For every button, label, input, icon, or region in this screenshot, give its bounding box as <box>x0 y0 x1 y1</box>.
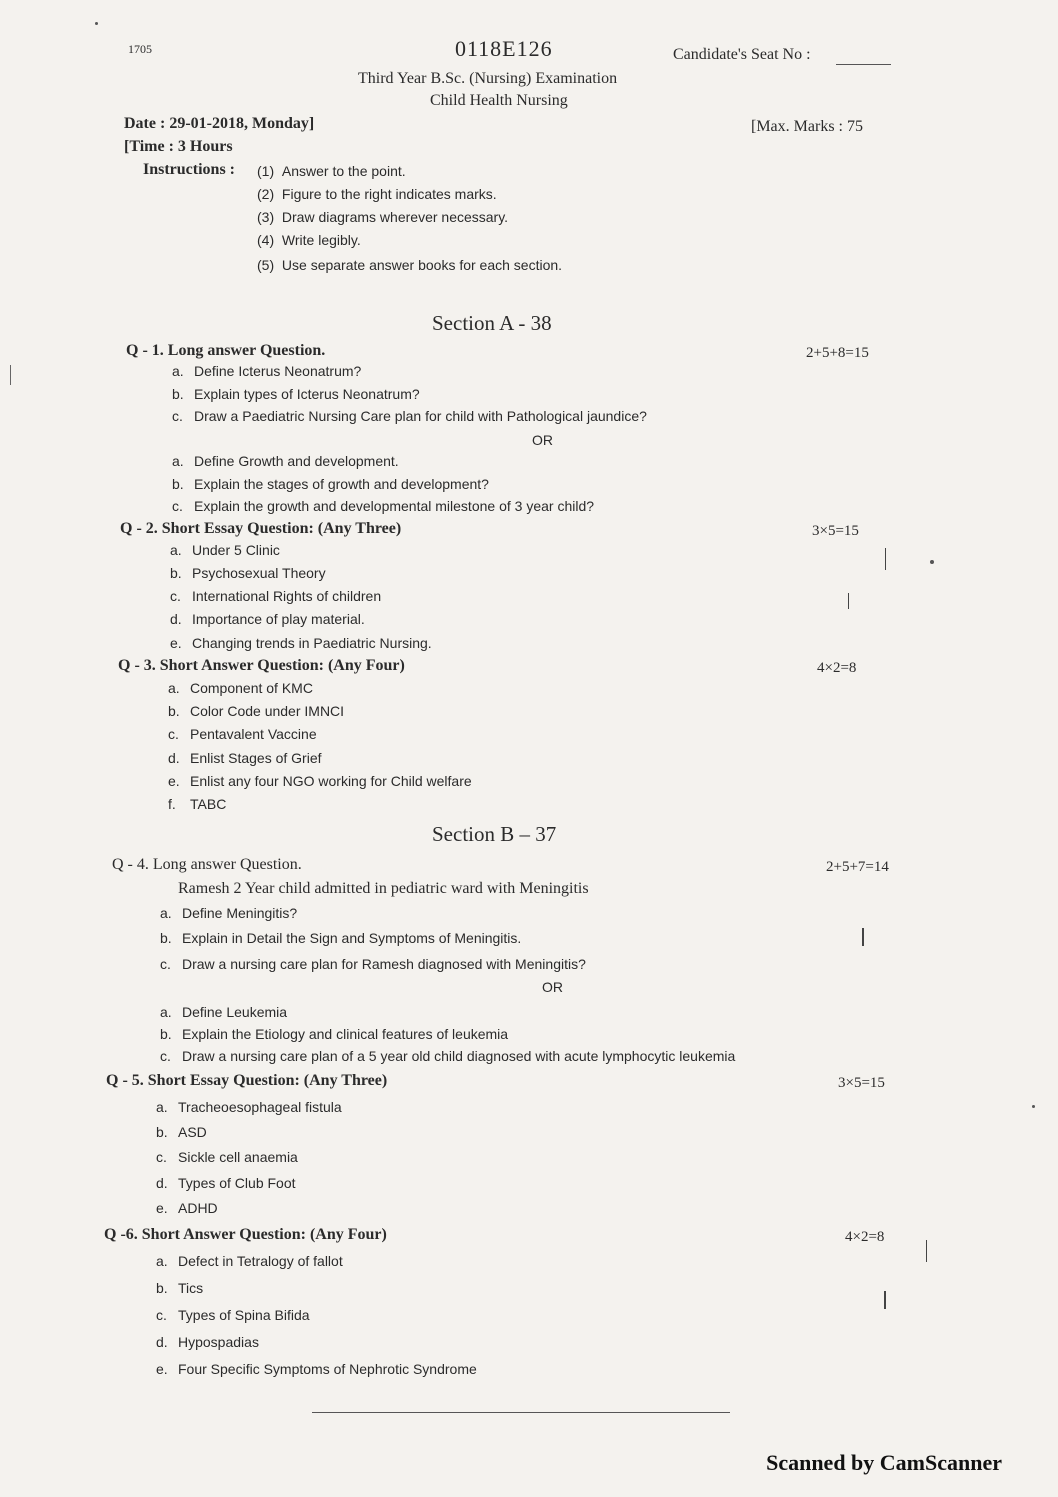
q4-alt-item-b: b. Explain the Etiology and clinical features of leukemia <box>160 1026 509 1042</box>
scan-speck <box>1032 1105 1035 1108</box>
q3-item-a: a. Component of KMC <box>168 680 313 696</box>
q4-item-c: c. Draw a nursing care plan for Ramesh diagnosed with Meningitis? <box>160 956 586 972</box>
q2-item-b: b. Psychosexual Theory <box>170 565 326 581</box>
instruction-4: (4) Write legibly. <box>257 232 361 248</box>
q3-item-c: c. Pentavalent Vaccine <box>168 726 317 742</box>
left-code: 1705 <box>128 42 152 56</box>
q1-alt-item-b: b. Explain the stages of growth and development? <box>172 476 489 492</box>
q1-item-b: b. Explain types of Icterus Neonatrum? <box>172 386 420 402</box>
seat-number-line <box>836 64 891 65</box>
instruction-5: (5) Use separate answer books for each section. <box>257 257 563 273</box>
seat-label: Candidate's Seat No : <box>673 46 811 63</box>
section-b-title: Section B – 37 <box>432 822 557 846</box>
q4-or: OR <box>542 979 563 995</box>
scan-mark <box>10 365 11 385</box>
instruction-1: (1) Answer to the point. <box>257 163 406 179</box>
q2-marks: 3×5=15 <box>812 523 859 539</box>
q4-case: Ramesh 2 Year child admitted in pediatric ward with Meningitis <box>178 880 589 897</box>
scan-mark <box>848 593 849 609</box>
q5-item-e: e. ADHD <box>156 1200 218 1216</box>
instruction-3: (3) Draw diagrams wherever necessary. <box>257 209 509 225</box>
q3-item-d: d. Enlist Stages of Grief <box>168 750 322 766</box>
q1-or: OR <box>532 432 553 448</box>
exam-date: Date : 29-01-2018, Monday] <box>124 115 315 132</box>
q4-item-a: a. Define Meningitis? <box>160 905 298 921</box>
exam-title: Third Year B.Sc. (Nursing) Examination <box>358 70 618 87</box>
q6-title: Q -6. Short Answer Question: (Any Four) <box>104 1226 387 1243</box>
subject-title: Child Health Nursing <box>430 92 568 109</box>
q4-alt-item-a: a. Define Leukemia <box>160 1004 288 1020</box>
exam-time: [Time : 3 Hours <box>124 138 233 155</box>
q4-alt-item-c: c. Draw a nursing care plan of a 5 year old child diagnosed with acute lymphocytic leukemia <box>160 1048 736 1064</box>
q4-title: Q - 4. Long answer Question. <box>112 856 302 873</box>
q1-item-c: c. Draw a Paediatric Nursing Care plan for child with Pathological jaundice? <box>172 408 647 424</box>
q3-item-f: f. TABC <box>168 796 227 812</box>
scan-mark <box>885 548 886 570</box>
paper-code: 0118E126 <box>455 36 553 61</box>
section-a-title: Section A - 38 <box>432 311 552 335</box>
q2-item-d: d. Importance of play material. <box>170 611 365 627</box>
q2-item-c: c. International Rights of children <box>170 588 382 604</box>
instructions-label: Instructions : <box>143 161 236 178</box>
q1-alt-item-a: a. Define Growth and development. <box>172 453 399 469</box>
q1-marks: 2+5+8=15 <box>806 345 869 361</box>
q5-marks: 3×5=15 <box>838 1075 885 1091</box>
q6-item-d: d. Hypospadias <box>156 1334 259 1350</box>
q6-item-a: a. Defect in Tetralogy of fallot <box>156 1253 343 1269</box>
q2-item-a: a. Under 5 Clinic <box>170 542 280 558</box>
q5-item-a: a. Tracheoesophageal fistula <box>156 1099 342 1115</box>
q2-item-e: e. Changing trends in Paediatric Nursing. <box>170 635 432 651</box>
q1-alt-item-c: c. Explain the growth and developmental milestone of 3 year child? <box>172 498 595 514</box>
q1-title: Q - 1. Long answer Question. <box>126 342 326 359</box>
q3-title: Q - 3. Short Answer Question: (Any Four) <box>118 657 405 674</box>
q5-title: Q - 5. Short Essay Question: (Any Three) <box>106 1072 388 1089</box>
q5-item-b: b. ASD <box>156 1124 207 1140</box>
scan-mark <box>862 928 864 946</box>
q2-title: Q - 2. Short Essay Question: (Any Three) <box>120 520 402 537</box>
q6-marks: 4×2=8 <box>845 1229 885 1245</box>
end-rule <box>312 1412 730 1413</box>
q4-item-b: b. Explain in Detail the Sign and Symptoms of Meningitis. <box>160 930 522 946</box>
q5-item-c: c. Sickle cell anaemia <box>156 1149 298 1165</box>
scan-mark <box>884 1291 886 1309</box>
max-marks: [Max. Marks : 75 <box>751 118 863 135</box>
q6-item-c: c. Types of Spina Bifida <box>156 1307 310 1323</box>
scan-mark <box>926 1240 927 1262</box>
q1-item-a: a. Define Icterus Neonatrum? <box>172 363 362 379</box>
q6-item-e: e. Four Specific Symptoms of Nephrotic Syndrome <box>156 1361 477 1377</box>
q3-marks: 4×2=8 <box>817 660 857 676</box>
scan-speck <box>95 22 98 25</box>
q4-marks: 2+5+7=14 <box>826 859 889 875</box>
q3-item-b: b. Color Code under IMNCI <box>168 703 345 719</box>
q5-item-d: d. Types of Club Foot <box>156 1175 296 1191</box>
scanner-watermark: Scanned by CamScanner <box>766 1450 1002 1475</box>
q3-item-e: e. Enlist any four NGO working for Child welfare <box>168 773 472 789</box>
q6-item-b: b. Tics <box>156 1280 204 1296</box>
instruction-2: (2) Figure to the right indicates marks. <box>257 186 497 202</box>
scan-speck <box>930 560 934 564</box>
